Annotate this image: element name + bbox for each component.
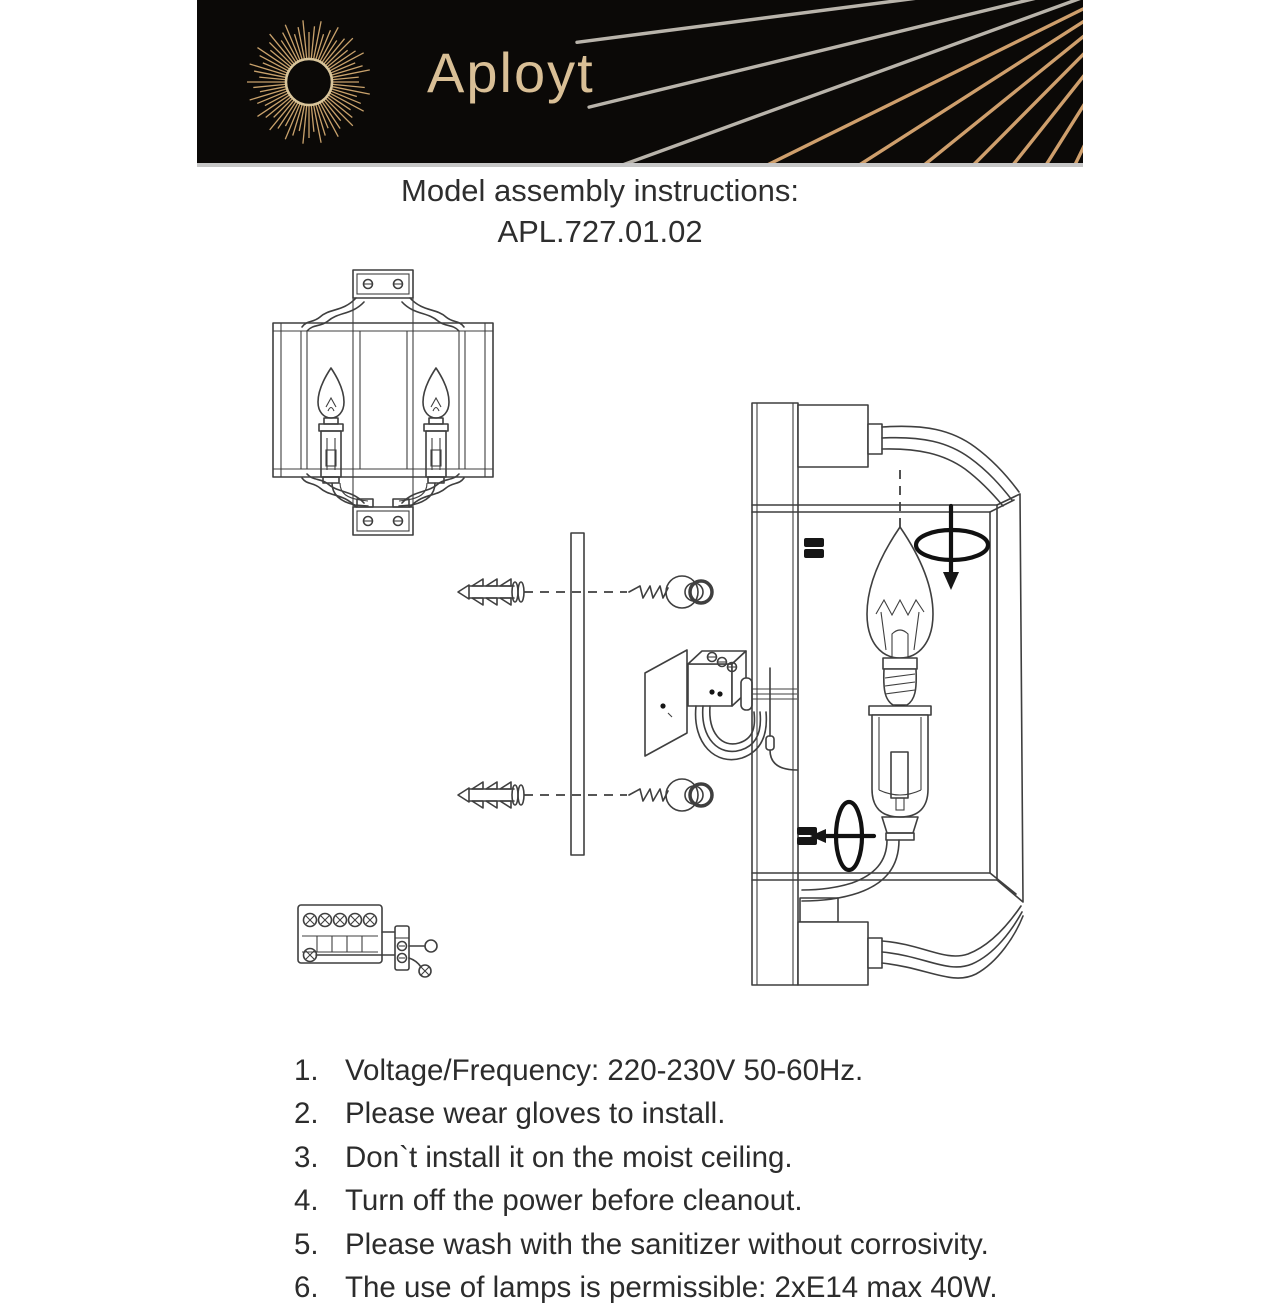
instruction-number: 4. — [294, 1184, 319, 1217]
instruction-number: 5. — [294, 1227, 319, 1261]
front-view-drawing — [273, 270, 493, 535]
terminal-screws — [304, 914, 377, 927]
model-number: APL.727.01.02 — [497, 214, 703, 249]
instruction-item — [294, 1092, 998, 1136]
instruction-number: 3. — [294, 1140, 319, 1174]
instruction-item — [294, 1049, 998, 1093]
instruction-text: Turn off the power before cleanout. — [345, 1184, 803, 1217]
instruction-item — [294, 1136, 998, 1180]
instruction-text: Don`t install it on the moist ceiling. — [345, 1140, 793, 1174]
instruction-item — [294, 1223, 998, 1267]
instruction-number: 6. — [294, 1271, 319, 1304]
instruction-text: Voltage/Frequency: 220-230V 50-60Hz. — [345, 1053, 864, 1087]
wiring-connection-drawing — [645, 650, 797, 770]
instruction-text: Please wash with the sanitizer without corrosivity. — [345, 1227, 989, 1261]
page-title: Model assembly instructions: — [401, 173, 799, 208]
wall-anchor-icon — [458, 579, 524, 605]
instruction-item — [294, 1179, 998, 1223]
mounting-screw-icon — [629, 576, 712, 608]
instruction-text: The use of lamps is permissible: 2xE14 max 40W. — [345, 1271, 998, 1304]
instruction-number: 1. — [294, 1053, 319, 1087]
instructions-list — [254, 1049, 998, 1310]
side-view-drawing — [752, 403, 1023, 985]
instruction-item — [294, 1266, 998, 1310]
brand-name: Aployt — [427, 41, 595, 104]
wall-anchor-icon — [458, 782, 524, 808]
instruction-number: 2. — [294, 1097, 319, 1130]
mounting-screw-icon — [629, 779, 712, 811]
instruction-text: Please wear gloves to install. — [345, 1097, 726, 1130]
terminal-block-drawing — [298, 905, 437, 977]
